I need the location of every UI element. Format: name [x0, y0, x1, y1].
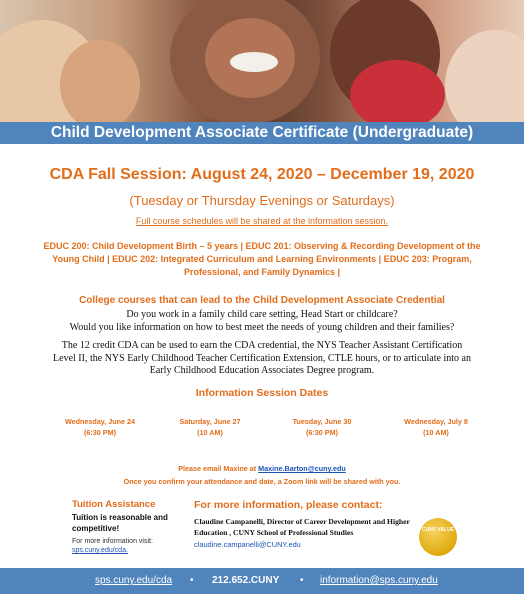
session-date-item	[55, 416, 145, 438]
session-time: (6:30 PM)	[306, 428, 338, 437]
tuition-heading: Tuition Assistance	[72, 499, 156, 510]
session-date: Tuesday, June 30	[292, 417, 352, 426]
contact-heading: For more information, please contact:	[194, 499, 383, 511]
email-instruction	[0, 464, 524, 473]
footer-bullet: •	[300, 575, 304, 586]
zoom-note: Once you confirm your attendance and date, a Zoom link will be shared with you.	[123, 477, 401, 486]
photo-shape	[230, 52, 278, 72]
session-days: (Tuesday or Thursday Evenings or Saturdays)	[129, 193, 395, 208]
question-1: Do you work in a family child care setting, Head Start or childcare?	[126, 309, 398, 320]
session-date-item	[277, 416, 367, 438]
session-time: (6:30 PM)	[84, 428, 116, 437]
photo-shape	[445, 30, 524, 122]
cuny-value-badge-icon	[419, 518, 457, 556]
session-date: Saturday, June 27	[179, 417, 241, 426]
info-sessions-heading: Information Session Dates	[195, 387, 329, 399]
footer-bullet: •	[190, 575, 194, 586]
contact-email-link[interactable]: claudine.campanelli@CUNY.edu	[194, 540, 301, 549]
session-date-item	[391, 416, 481, 438]
session-date: Wednesday, July 8	[404, 417, 468, 426]
maxine-email-link[interactable]: Maxine.Barton@cuny.edu	[258, 464, 346, 473]
page-title: Child Development Associate Certificate (Undergraduate)	[50, 124, 474, 141]
question-2: Would you like information on how to best meet the needs of young children and their families?	[69, 322, 455, 333]
tuition-link[interactable]: sps.cuny.edu/cda.	[72, 547, 128, 554]
session-date-item	[165, 416, 255, 438]
session-heading: CDA Fall Session: August 24, 2020 – December 19, 2020	[49, 166, 475, 183]
badge-text: CUNY VALUE	[421, 527, 455, 533]
footer-website-link[interactable]: sps.cuny.edu/cda	[95, 575, 173, 586]
cda-description: The 12 credit CDA can be used to earn the CDA credential, the NYS Teacher Assistant Certification Level II, the NYS Early Childhood Teacher Certification Extension, CTLE hours, or to articulate into an Early Childhood Education Associates Degree program.	[53, 340, 471, 377]
tuition-box	[72, 499, 182, 554]
session-date: Wednesday, June 24	[64, 417, 136, 426]
contact-box	[194, 499, 424, 549]
college-heading: College courses that can lead to the Child Development Associate Credential	[79, 295, 445, 306]
session-time: (10 AM)	[197, 428, 223, 437]
tuition-more: For more information visit:	[72, 538, 153, 545]
footer-bar	[0, 568, 524, 594]
tuition-body: Tuition is reasonable and competitive!	[72, 513, 168, 533]
schedule-note-link[interactable]: Full course schedules will be shared at the information session.	[135, 216, 389, 226]
title-banner	[0, 122, 524, 144]
session-time: (10 AM)	[423, 428, 449, 437]
hero-photo	[0, 0, 524, 122]
email-prefix: Please email Maxine at	[178, 464, 259, 473]
footer-email-link[interactable]: information@sps.cuny.edu	[320, 575, 438, 586]
course-list: EDUC 200: Child Development Birth – 5 years | EDUC 201: Observing & Recording Development of the Young Child | EDUC 202: Integrated Curriculum and Learning Environments | EDUC 203: Program, Professional, and Family Dynamics |	[43, 241, 481, 277]
footer-phone[interactable]: 212.652.CUNY	[212, 575, 280, 586]
photo-shape	[350, 60, 445, 122]
photo-shape	[60, 40, 140, 122]
contact-body: Claudine Campanelli, Director of Career Development and Higher Education , CUNY School of Professional Studies	[194, 517, 410, 537]
